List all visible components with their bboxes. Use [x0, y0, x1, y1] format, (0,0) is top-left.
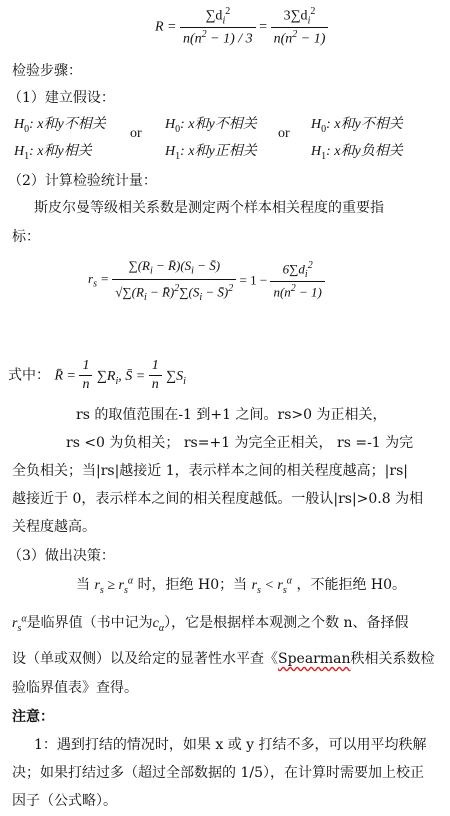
or-label-1: or — [130, 126, 142, 141]
spearman-desc-line2: 标： — [12, 229, 40, 245]
formula-r-lhs: R = — [155, 19, 177, 35]
range-text-5: 关程度越高。 — [12, 519, 96, 535]
decision-rule: 当 $r_s \ge r_s^\alpha$ 时，拒绝 H0；当 $r_s < r_s^\alpha$ ，不能拒绝 H0。 — [76, 575, 407, 596]
range-text-2: rs <0 为负相关； rs=+1 为完全正相关， rs =-1 为完 — [66, 435, 414, 451]
hypothesis-group-b: $H_0$: x和y不相关 $H_1$: x和y正相关 — [165, 117, 257, 162]
formula-r-frac1: $\frac{\sum d_i^2}{n(n^2 - 1) / 3}$ — [180, 6, 256, 48]
critical-line-2: 设（单或双侧）以及给定的显著性水平查《Spearman秩相关系数检 — [12, 651, 435, 667]
step3-heading: （3）做出决策： — [8, 548, 115, 564]
or-label-2: or — [278, 126, 290, 141]
range-text-4: 越接近于 0，表示样本之间的相关程度越低。一般认|rs|>0.8 为相 — [12, 491, 424, 507]
note-line-3: 因子（公式略）。 — [12, 793, 117, 809]
step2-heading: （2）计算检验统计量： — [8, 173, 157, 189]
hypothesis-group-a: $H_0$: x和y不相关 $H_1$: x和y相关 — [14, 117, 106, 162]
formula-r: R = $\frac{\sum d_i^2}{n(n^2 - 1) / 3}$ = $\frac{3\sum d_i^2}{n(n^2 - 1)}$ — [155, 6, 328, 48]
formula-r-frac2: $\frac{3\sum d_i^2}{n(n^2 - 1)}$ — [271, 6, 329, 48]
note-line-2: 决；如果打结过多（超过全部数据的 1/5），在计算时需要加上校正 — [12, 765, 424, 781]
hypothesis-group-c: $H_0$: x和y不相关 $H_1$: x和y负相关 — [311, 117, 403, 162]
note-heading: 注意： — [12, 709, 54, 725]
steps-heading: 检验步骤： — [12, 63, 82, 79]
step1-heading: （1）建立假设： — [8, 90, 115, 106]
note-line-1: 1：遇到打结的情况时，如果 x 或 y 打结不多，可以用平均秩解 — [34, 737, 427, 753]
formula-rs: $r_s$ = $\frac{\sum(R_i - R̄)(S_i - S̄)}{√\sum(R_i - R̄)^2\sum(S_i - S̄)^2}$ = 1 − $\frac{6\sum d_i^2}{n(n^2 - 1)}$ — [88, 258, 325, 303]
critical-line-3: 验临界值表》查得。 — [12, 680, 138, 696]
formula-where: 式中： R̄ = $\frac{1}{n}$ $\sum R_i$, S̄ = $\frac{1}{n}$ $\sum S_i$ — [8, 358, 186, 392]
range-text-3: 全负相关；当|rs|越接近 1，表示样本之间的相关程度越高；|rs| — [12, 463, 408, 479]
spearman-desc-line1: 斯皮尔曼等级相关系数是测定两个样本相关程度的重要指 — [34, 200, 384, 216]
range-text-1: rs 的取值范围在-1 到+1 之间。rs>0 为正相关， — [76, 407, 387, 423]
critical-line-1: $r_s^\alpha$是临界值（书中记为$c_\alpha$），它是根据样本观测之个数 n、备择假 — [12, 613, 409, 634]
